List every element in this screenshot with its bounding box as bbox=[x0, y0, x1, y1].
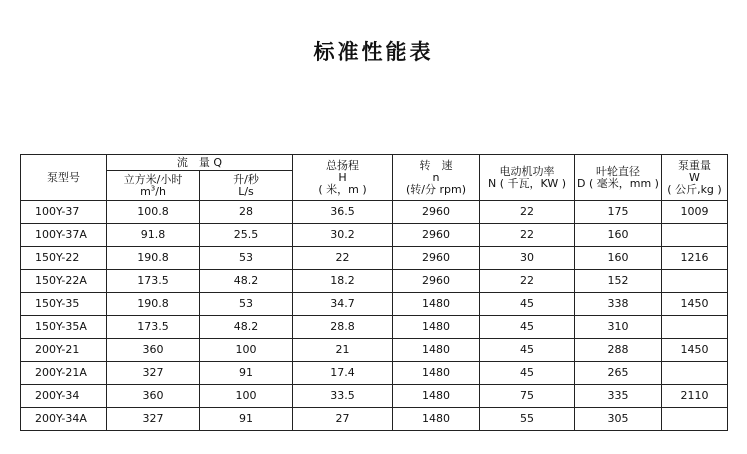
table-row bbox=[21, 362, 728, 385]
cell-model: 200Y-21A bbox=[21, 362, 107, 385]
table-row bbox=[21, 270, 728, 293]
header-flow-ls bbox=[200, 171, 293, 201]
header-flow-ls-zh: 升/秒 bbox=[233, 172, 259, 186]
cell-weight: 1216 bbox=[662, 247, 728, 270]
cell-power: 45 bbox=[480, 293, 575, 316]
header-impeller-zh: 叶轮直径 bbox=[596, 164, 640, 178]
header-head-zh: 总扬程 bbox=[326, 158, 359, 172]
cell-model: 200Y-34A bbox=[21, 408, 107, 431]
cell-head: 21 bbox=[293, 339, 393, 362]
cell-model: 100Y-37 bbox=[21, 201, 107, 224]
cell-speed: 2960 bbox=[393, 201, 480, 224]
cell-head: 18.2 bbox=[293, 270, 393, 293]
cell-flow-ls: 91 bbox=[200, 362, 293, 385]
cell-flow-m3h: 327 bbox=[107, 362, 200, 385]
cell-flow-ls: 91 bbox=[200, 408, 293, 431]
cell-model: 150Y-35 bbox=[21, 293, 107, 316]
cell-head: 17.4 bbox=[293, 362, 393, 385]
table-row bbox=[21, 316, 728, 339]
cell-power: 30 bbox=[480, 247, 575, 270]
header-head-unit: ( 米，m ) bbox=[318, 182, 367, 196]
cell-power: 45 bbox=[480, 339, 575, 362]
cell-power: 55 bbox=[480, 408, 575, 431]
header-speed-sym: n bbox=[432, 170, 440, 184]
header-power-zh: 电动机功率 bbox=[499, 164, 555, 178]
cell-model: 150Y-22A bbox=[21, 270, 107, 293]
cell-impeller: 305 bbox=[575, 408, 662, 431]
cell-flow-m3h: 91.8 bbox=[107, 224, 200, 247]
header-flow-m3h bbox=[107, 171, 200, 201]
cell-flow-ls: 48.2 bbox=[200, 270, 293, 293]
cell-flow-m3h: 190.8 bbox=[107, 247, 200, 270]
cell-weight bbox=[662, 362, 728, 385]
cell-speed: 2960 bbox=[393, 247, 480, 270]
cell-flow-m3h: 360 bbox=[107, 385, 200, 408]
cell-weight bbox=[662, 316, 728, 339]
cell-weight: 1009 bbox=[662, 201, 728, 224]
cell-model: 150Y-35A bbox=[21, 316, 107, 339]
header-head bbox=[293, 155, 393, 201]
cell-power: 75 bbox=[480, 385, 575, 408]
header-flow: 流 量 Q bbox=[107, 155, 293, 171]
cell-flow-ls: 25.5 bbox=[200, 224, 293, 247]
table-row bbox=[21, 293, 728, 316]
header-weight-sym: W bbox=[689, 170, 700, 184]
header-speed bbox=[393, 155, 480, 201]
header-impeller bbox=[575, 155, 662, 201]
header-weight-zh: 泵重量 bbox=[678, 158, 711, 172]
cell-weight bbox=[662, 270, 728, 293]
table-row bbox=[21, 385, 728, 408]
cell-weight bbox=[662, 408, 728, 431]
cell-impeller: 175 bbox=[575, 201, 662, 224]
cell-model: 100Y-37A bbox=[21, 224, 107, 247]
cell-head: 27 bbox=[293, 408, 393, 431]
cell-head: 34.7 bbox=[293, 293, 393, 316]
cell-impeller: 152 bbox=[575, 270, 662, 293]
cell-head: 30.2 bbox=[293, 224, 393, 247]
header-flow-ls-unit: L/s bbox=[238, 184, 254, 198]
table-row bbox=[21, 408, 728, 431]
cell-flow-m3h: 190.8 bbox=[107, 293, 200, 316]
page-title: 标准性能表 bbox=[313, 39, 434, 64]
cell-flow-ls: 53 bbox=[200, 247, 293, 270]
cell-weight: 1450 bbox=[662, 293, 728, 316]
cell-model: 200Y-21 bbox=[21, 339, 107, 362]
cell-head: 28.8 bbox=[293, 316, 393, 339]
cell-power: 22 bbox=[480, 201, 575, 224]
cell-impeller: 265 bbox=[575, 362, 662, 385]
header-model: 泵型号 bbox=[21, 155, 107, 201]
cell-flow-ls: 53 bbox=[200, 293, 293, 316]
cell-impeller: 160 bbox=[575, 224, 662, 247]
cell-model: 200Y-34 bbox=[21, 385, 107, 408]
cell-flow-m3h: 100.8 bbox=[107, 201, 200, 224]
cell-flow-m3h: 327 bbox=[107, 408, 200, 431]
cell-impeller: 335 bbox=[575, 385, 662, 408]
cell-speed: 1480 bbox=[393, 408, 480, 431]
cell-flow-ls: 28 bbox=[200, 201, 293, 224]
cell-speed: 1480 bbox=[393, 385, 480, 408]
cell-head: 36.5 bbox=[293, 201, 393, 224]
cell-flow-m3h: 173.5 bbox=[107, 316, 200, 339]
performance-table bbox=[20, 154, 728, 431]
cell-model: 150Y-22 bbox=[21, 247, 107, 270]
header-flow-m3h-zh: 立方米/小时 bbox=[123, 172, 183, 186]
header-power-unit: N ( 千瓦，KW ) bbox=[488, 176, 566, 190]
cell-speed: 2960 bbox=[393, 270, 480, 293]
cell-power: 22 bbox=[480, 270, 575, 293]
cell-speed: 1480 bbox=[393, 293, 480, 316]
header-power bbox=[480, 155, 575, 201]
cell-speed: 2960 bbox=[393, 224, 480, 247]
cell-speed: 1480 bbox=[393, 339, 480, 362]
table-row bbox=[21, 339, 728, 362]
cell-head: 33.5 bbox=[293, 385, 393, 408]
cell-power: 45 bbox=[480, 316, 575, 339]
cell-weight bbox=[662, 224, 728, 247]
header-weight bbox=[662, 155, 728, 201]
cell-flow-m3h: 173.5 bbox=[107, 270, 200, 293]
cell-flow-ls: 48.2 bbox=[200, 316, 293, 339]
cell-flow-m3h: 360 bbox=[107, 339, 200, 362]
table-row bbox=[21, 224, 728, 247]
cell-power: 45 bbox=[480, 362, 575, 385]
cell-impeller: 338 bbox=[575, 293, 662, 316]
cell-speed: 1480 bbox=[393, 362, 480, 385]
cell-impeller: 310 bbox=[575, 316, 662, 339]
cell-weight: 1450 bbox=[662, 339, 728, 362]
header-weight-unit: ( 公斤,kg ) bbox=[667, 182, 722, 196]
header-speed-unit: (转/分 rpm) bbox=[405, 182, 466, 196]
cell-flow-ls: 100 bbox=[200, 339, 293, 362]
cell-impeller: 160 bbox=[575, 247, 662, 270]
cell-power: 22 bbox=[480, 224, 575, 247]
cell-flow-ls: 100 bbox=[200, 385, 293, 408]
header-impeller-unit: D ( 毫米，mm ) bbox=[577, 176, 659, 190]
header-speed-zh: 转 速 bbox=[419, 158, 453, 172]
header-head-sym: H bbox=[338, 170, 347, 184]
cell-speed: 1480 bbox=[393, 316, 480, 339]
header-flow-m3h-unit: $m^3/h$ bbox=[140, 183, 166, 198]
cell-impeller: 288 bbox=[575, 339, 662, 362]
cell-weight: 2110 bbox=[662, 385, 728, 408]
table-row bbox=[21, 201, 728, 224]
table-row bbox=[21, 247, 728, 270]
cell-head: 22 bbox=[293, 247, 393, 270]
